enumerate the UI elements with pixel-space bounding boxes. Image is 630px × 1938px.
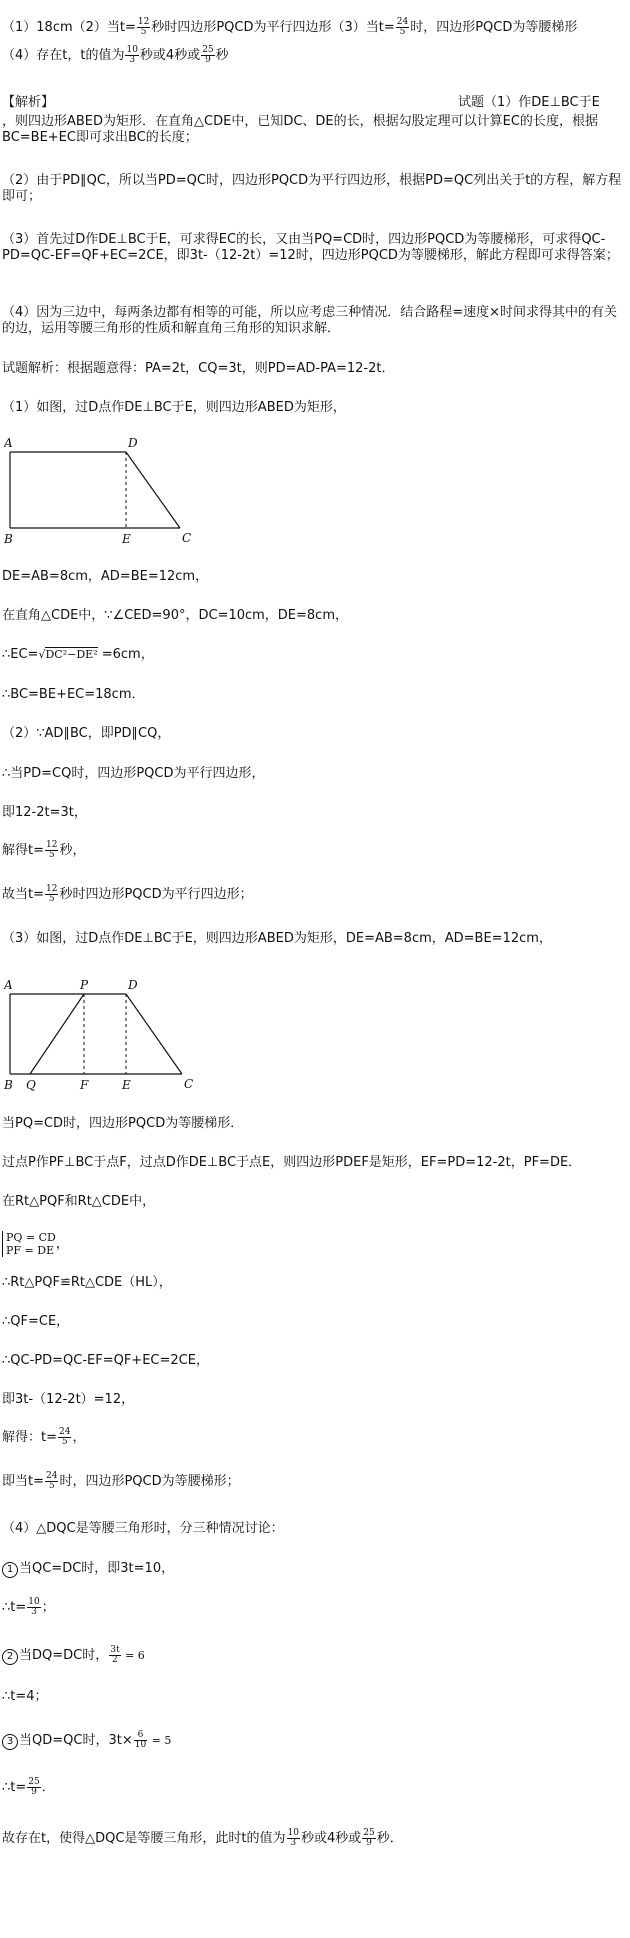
final-conclusion: 故存在t，使得△DQC是等腰三角形，此时t的值为 $\frac{10}{3}$ 秒或4秒或 $\frac{25}{9}$ 秒． <box>2 1828 403 1848</box>
solution-line: 当PQ=CD时，四边形PQCD为等腰梯形． <box>2 1116 244 1131</box>
fraction: $\frac{10}{3}$ <box>126 45 138 65</box>
point-label-A: A <box>4 980 13 992</box>
solution-line: 过点P作PF⊥BC于点F，过点D作DE⊥BC于点E，则四边形PDEF是矩形，EF=PD=12-2t，PF=DE． <box>2 1155 582 1170</box>
answer-text: 秒时四边形PQCD为平行四边形（3）当t= <box>151 20 395 35</box>
point-label-A: A <box>4 438 13 450</box>
fraction: $\frac{3t}{2}$ <box>110 1645 120 1665</box>
fraction: $\frac{10}{3}$ <box>28 1597 40 1617</box>
solution-line-fraction: 解得：t= $\frac{24}{5}$ ， <box>2 1427 86 1447</box>
fraction: $\frac{25}{9}$ <box>202 45 214 65</box>
figure-rectangle-trapezoid-1 <box>4 438 204 548</box>
solution-line: DE=AB=8cm，AD=BE=12cm， <box>2 569 209 584</box>
analysis-heading <box>2 95 622 111</box>
solution-line: ∴当PD=CQ时，四边形PQCD为平行四边形， <box>2 766 265 781</box>
point-label-B: B <box>4 532 13 546</box>
equation-system: PQ = CD PF = DE ， <box>2 1231 622 1257</box>
solution-line-sqrt: ∴EC=√DC²−DE² =6cm， <box>2 647 154 662</box>
point-label-D: D <box>128 980 138 992</box>
solution-line: ∴BC=BE+EC=18cm． <box>2 687 145 702</box>
answer-line-1 <box>2 18 622 37</box>
case-3-result: ∴t= $\frac{25}{9}$ ． <box>2 1777 55 1797</box>
fraction: $\frac{12}{5}$ <box>137 17 150 37</box>
fraction: $\frac{6}{10}$ <box>134 1730 147 1750</box>
solution-line: ∴Rt△PQF≌Rt△CDE（HL）， <box>2 1275 172 1290</box>
case-1: 1 当QC=DC时，即3t=10， <box>2 1561 622 1578</box>
solution-line: 即12-2t=3t， <box>2 805 87 820</box>
solution-intro: 试题解析：根据题意得：PA=2t，CQ=3t，则PD=AD-PA=12-2t． <box>2 361 395 376</box>
circled-number: 1 <box>2 1562 18 1578</box>
solution-line: 在直角△CDE中，∵∠CED=90°，DC=10cm，DE=8cm， <box>2 608 348 623</box>
solution-part4-title: （4）△DQC是等腰三角形时，分三种情况讨论： <box>2 1521 284 1536</box>
answer-line-2 <box>2 46 622 65</box>
circled-number: 3 <box>2 1734 18 1750</box>
case-2: 2 当DQ=DC时， $\frac{3t}{2}$ = 6 <box>2 1646 622 1665</box>
solution-line: ∴QF=CE， <box>2 1314 70 1329</box>
solution-line: 在Rt△PQF和Rt△CDE中， <box>2 1194 156 1209</box>
point-label-D: D <box>128 438 138 450</box>
point-label-E: E <box>122 1078 131 1092</box>
answer-text: （1）18cm（2）当t= <box>2 20 136 35</box>
figure-rectangle-trapezoid-2 <box>4 980 204 1095</box>
analysis-paragraph-1: ，则四边形ABED为矩形．在直角△CDE中，已知DC、DE的长，根据勾股定理可以计算EC的长度，根据BC=BE+EC即可求出BC的长度； <box>2 114 598 145</box>
answer-text: 秒或4秒或 <box>139 48 201 63</box>
fraction: $\frac{12}{5}$ <box>46 840 58 860</box>
solution-line-fraction: 解得t= $\frac{12}{5}$ 秒， <box>2 840 86 860</box>
analysis-paragraph-2: （2）由于PD∥QC，所以当PD=QC时，四边形PQCD为平行四边形，根据PD=QC列出关于t的方程，解方程即可； <box>2 173 622 204</box>
analysis-paragraph-3: （3）首先过D作DE⊥BC于E，可求得EC的长，又由当PQ=CD时，四边形PQCD为等腰梯形，可求得QC-PD=QC-EF=QF+EC=2CE，即3t-（12-2t）=12时，四边形PQCD为等腰梯形，解此方程即可求得答案； <box>2 232 619 263</box>
analysis-first-line: 试题（1）作DE⊥BC于E <box>458 95 600 110</box>
answer-text: 秒 <box>215 48 229 63</box>
solution-line-fraction: 即当t= $\frac{24}{5}$ 时，四边形PQCD为等腰梯形； <box>2 1471 240 1491</box>
solution-line: ∴QC-PD=QC-EF=QF+EC=2CE， <box>2 1353 209 1368</box>
solution-part2-title: （2）∵AD∥BC，即PD∥CQ， <box>2 726 171 741</box>
answer-text: （4）存在t，t的值为 <box>2 48 125 63</box>
analysis-label: 【解析】 <box>2 95 55 110</box>
fraction: $\frac{10}{3}$ <box>287 1828 299 1848</box>
point-label-Q: Q <box>26 1078 36 1092</box>
point-label-C: C <box>184 1077 194 1091</box>
point-label-E: E <box>122 532 131 546</box>
solution-line-fraction: 故当t= $\frac{12}{5}$ 秒时四边形PQCD为平行四边形； <box>2 884 253 904</box>
point-label-B: B <box>4 1078 13 1092</box>
fraction: $\frac{25}{9}$ <box>363 1828 375 1848</box>
point-label-F: F <box>80 1078 89 1092</box>
fraction: $\frac{24}{5}$ <box>46 1471 58 1491</box>
solution-part3-title: （3）如图，过D点作DE⊥BC于E，则四边形ABED为矩形，DE=AB=8cm，AD=BE=12cm， <box>2 931 552 946</box>
fraction: $\frac{24}{5}$ <box>59 1427 71 1447</box>
fraction: $\frac{24}{5}$ <box>396 17 409 37</box>
case-2-result: ∴t=4； <box>2 1689 48 1704</box>
solution-line: 即3t-（12-2t）=12， <box>2 1392 135 1407</box>
fraction: $\frac{12}{5}$ <box>46 884 58 904</box>
fraction: $\frac{25}{9}$ <box>28 1777 40 1797</box>
case-1-result: ∴t= $\frac{10}{3}$ ； <box>2 1597 55 1617</box>
answer-text: 时，四边形PQCD为等腰梯形 <box>410 20 578 35</box>
point-label-C: C <box>182 531 192 545</box>
solution-part1-title: （1）如图，过D点作DE⊥BC于E，则四边形ABED为矩形， <box>2 400 346 415</box>
analysis-paragraph-4: （4）因为三边中，每两条边都有相等的可能，所以应考虑三种情况．结合路程=速度×时间求得其中的有关的边，运用等腰三角形的性质和解直角三角形的知识求解． <box>2 305 618 336</box>
circled-number: 2 <box>2 1649 18 1665</box>
point-label-P: P <box>80 980 89 992</box>
case-3: 3 当QD=QC时，3t× $\frac{6}{10}$ = 5 <box>2 1731 622 1750</box>
